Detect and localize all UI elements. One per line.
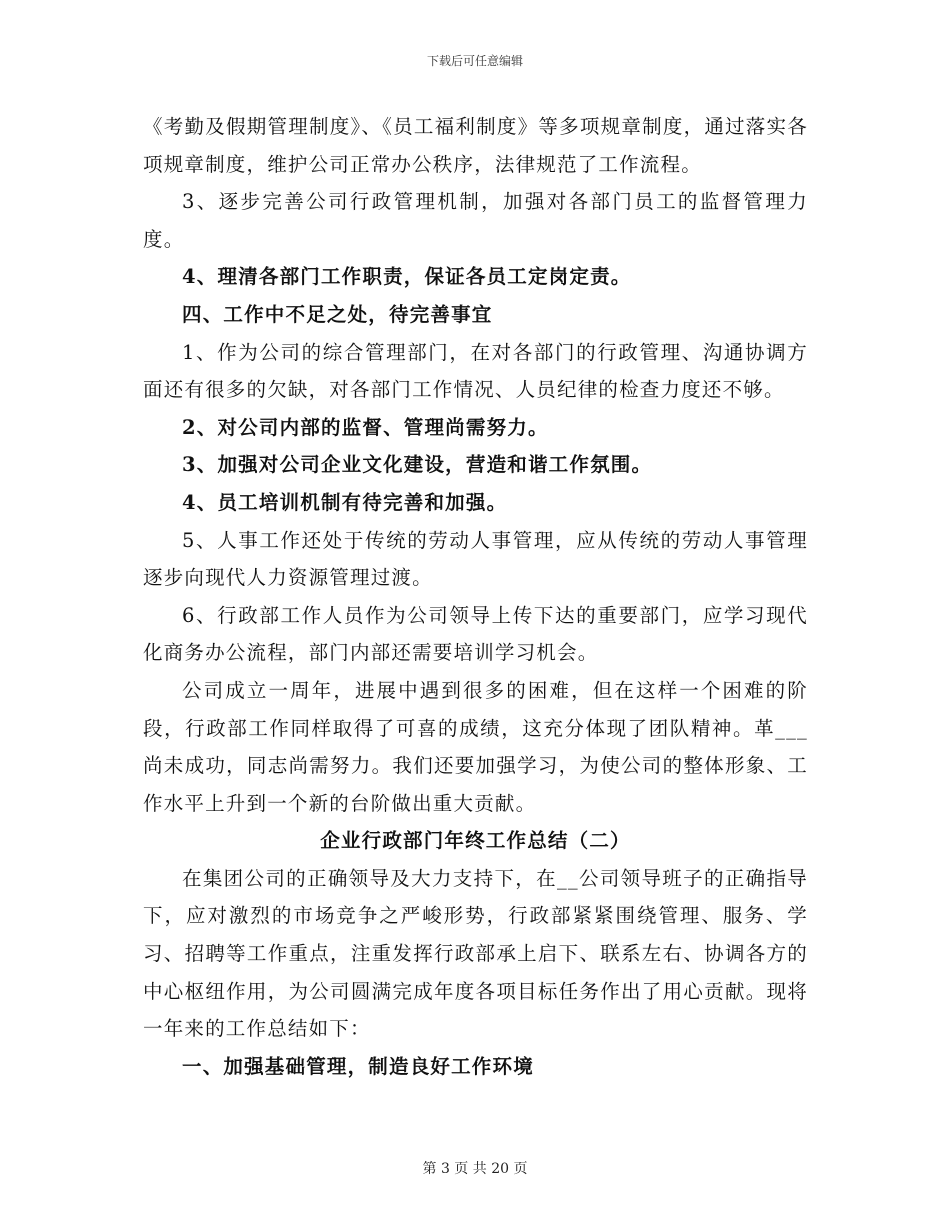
document-title: 企业行政部门年终工作总结（二） <box>320 829 631 853</box>
page-header: 下载后可任意编辑 <box>426 54 523 68</box>
paragraph: 在集团公司的正确领导及大力支持下，在__公司领导班子的正确指导下，应对激烈的市场竞争之严峻形势，行政部紧紧围绕管理、服务、学习、招聘等工作重点，注重发挥行政部承上启下、联系左右、协调各方的中心枢纽作用，为公司圆满完成年度各项目标任务作出了用心贡献。现将一年来的工作总结如下： <box>143 866 808 1041</box>
paragraph: 《考勤及假期管理制度》、《员工福利制度》等多项规章制度，通过落实各项规章制度，维护公司正常办公秩序，法律规范了工作流程。 <box>143 115 808 176</box>
paragraph: 公司成立一周年，进展中遇到很多的困难，但在这样一个困难的阶段，行政部工作同样取得了可喜的成绩，这充分体现了团队精神。革___尚未成功，同志尚需努力。我们还要加强学习，为使公司的整体形象、工作水平上升到一个新的台阶做出重大贡献。 <box>143 678 808 815</box>
paragraph: 3、逐步完善公司行政管理机制，加强对各部门员工的监督管理力度。 <box>143 190 808 251</box>
paragraph-bold: 4、理清各部门工作职责，保证各员工定岗定责。 <box>182 265 632 289</box>
document-body <box>143 108 808 1085</box>
section-heading: 四、工作中不足之处，待完善事宜 <box>182 302 493 326</box>
paragraph-bold: 4、员工培训机制有待完善和加强。 <box>182 490 508 514</box>
section-heading: 一、加强基础管理，制造良好工作环境 <box>182 1054 534 1078</box>
paragraph: 6、行政部工作人员作为公司领导上传下达的重要部门，应学习现代化商务办公流程，部门内部还需要培训学习机会。 <box>143 603 808 665</box>
paragraph-bold: 2、对公司内部的监督、管理尚需努力。 <box>182 415 549 439</box>
paragraph: 1、作为公司的综合管理部门，在对各部门的行政管理、沟通协调方面还有很多的欠缺，对各部门工作情况、人员纪律的检查力度还不够。 <box>143 340 808 402</box>
paragraph: 5、人事工作还处于传统的劳动人事管理，应从传统的劳动人事管理逐步向现代人力资源管理过渡。 <box>143 528 808 590</box>
paragraph-bold: 3、加强对公司企业文化建设，营造和谐工作氛围。 <box>182 453 653 477</box>
page-footer: 第 3 页 共 20 页 <box>422 1161 528 1177</box>
